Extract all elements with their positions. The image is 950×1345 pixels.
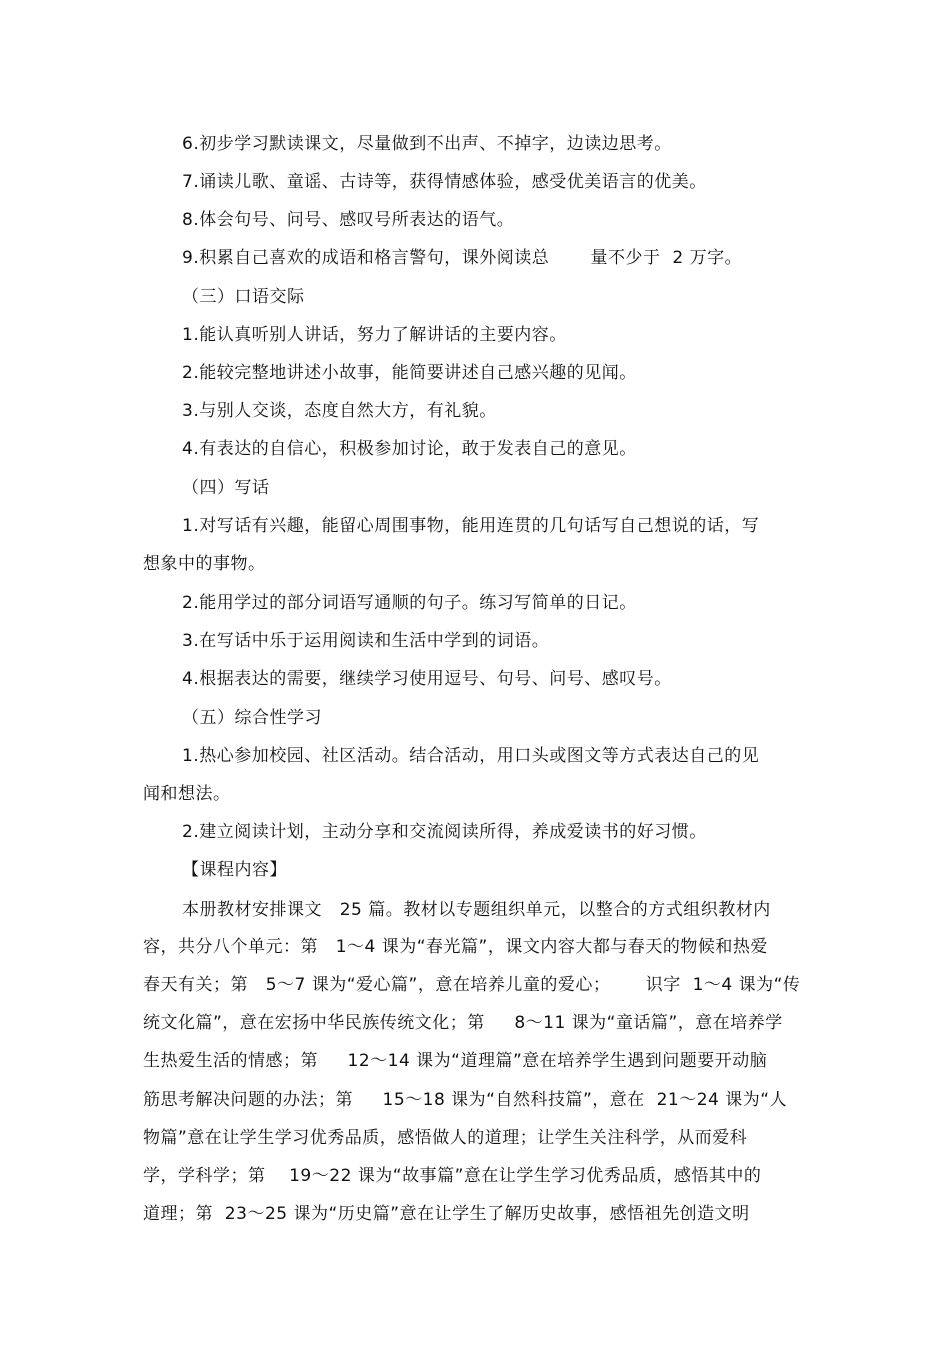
text-line: 8.体会句号、问号、感叹号所表达的语气。 [182,210,515,230]
section-heading: （四）写话 [182,478,270,498]
text-line: 6.初步学习默读课文，尽量做到不出声、不掉字，边读边思考。 [182,134,672,154]
paragraph-line: 容，共分八个单元：第 1～4 课为“春光篇”，课文内容大都与春天的物候和热爱 [143,937,768,957]
text-line: 2.能较完整地讲述小故事，能简要讲述自己感兴趣的见闻。 [182,363,637,383]
text-line: 7.诵读儿歌、童谣、古诗等，获得情感体验，感受优美语言的优美。 [182,172,707,192]
paragraph-line: 道理；第 23～25 课为“历史篇”意在让学生了解历史故事，感悟祖先创造文明 [143,1204,750,1224]
paragraph-line: 本册教材安排课文 25 篇。教材以专题组织单元，以整合的方式组织教材内 [182,900,771,920]
text-line: 3.在写话中乐于运用阅读和生活中学到的词语。 [182,631,550,651]
section-heading: 【课程内容】 [182,860,287,880]
paragraph-line: 春天有关；第 5～7 课为“爱心篇”，意在培养儿童的爱心； 识字 1～4 课为“传 [143,975,801,995]
paragraph-line: 物篇”意在让学生学习优秀品质，感悟做人的道理；让学生关注科学，从而爱科 [143,1128,748,1148]
text-line: 3.与别人交谈，态度自然大方，有礼貌。 [182,401,497,421]
paragraph-line: 统文化篇”，意在宏扬中华民族传统文化；第 8～11 课为“童话篇”，意在培养学 [143,1013,783,1033]
section-heading: （五）综合性学习 [182,708,322,728]
text-line: 4.有表达的自信心，积极参加讨论，敢于发表自己的意见。 [182,439,637,459]
paragraph-line: 学，学科学；第 19～22 课为“故事篇”意在让学生学习优秀品质，感悟其中的 [143,1166,762,1186]
text-line: 9.积累自己喜欢的成语和格言警句，课外阅读总 量不少于 2 万字。 [182,248,743,268]
text-line: 闻和想法。 [143,784,231,804]
paragraph-line: 生热爱生活的情感；第 12～14 课为“道理篇”意在培养学生遇到问题要开动脑 [143,1051,768,1071]
text-line: 2.能用学过的部分词语写通顺的句子。练习写简单的日记。 [182,593,637,613]
text-line: 1.对写话有兴趣，能留心周围事物，能用连贯的几句话写自己想说的话，写 [182,516,760,536]
text-line: 2.建立阅读计划，主动分享和交流阅读所得，养成爱读书的好习惯。 [182,822,707,842]
paragraph-line: 筋思考解决问题的办法；第 15～18 课为“自然科技篇”，意在 21～24 课为“人 [143,1090,788,1110]
section-heading: （三）口语交际 [182,287,305,307]
text-line: 4.根据表达的需要，继续学习使用逗号、句号、问号、感叹号。 [182,669,672,689]
text-line: 1.热心参加校园、社区活动。结合活动，用口头或图文等方式表达自己的见 [182,746,760,766]
text-line: 1.能认真听别人讲话，努力了解讲话的主要内容。 [182,325,567,345]
text-line: 想象中的事物。 [143,554,266,574]
